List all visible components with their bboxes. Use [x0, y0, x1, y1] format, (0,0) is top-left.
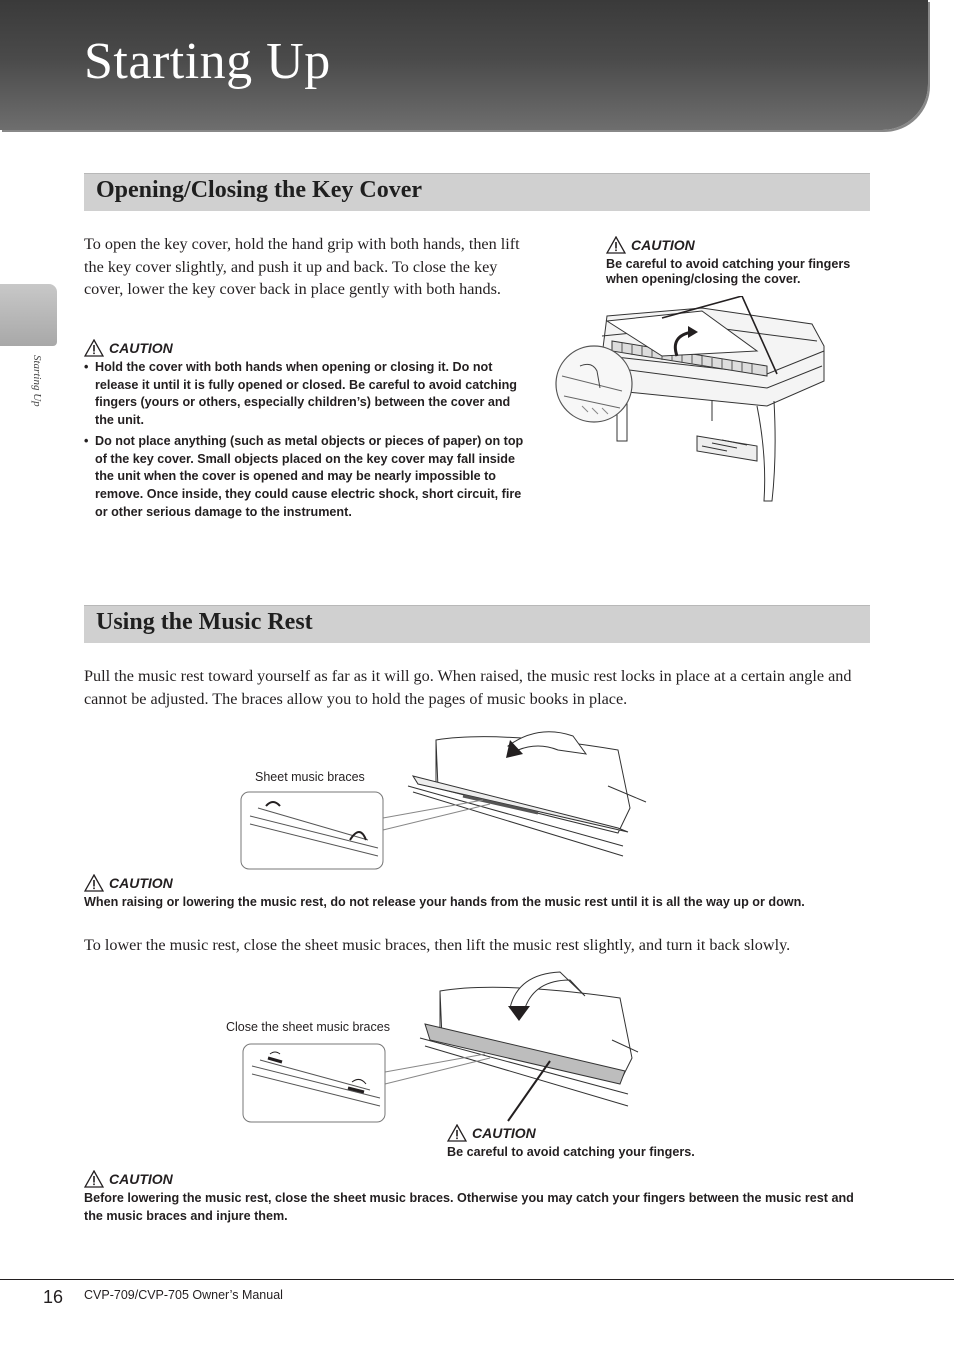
caution-item: • Hold the cover with both hands when opening or closing it. Do not release it until it is fully opened or closed. Be careful to avoid catching fingers (yours or others, especially children’s) between the cover and the unit. — [84, 359, 530, 430]
figure-caution-text: Be careful to avoid catching your fingers. — [447, 1145, 695, 1159]
caution-text: Before lowering the music rest, close the sheet music braces. Otherwise you may catch your fingers between the music rest and the music braces and injure them. — [84, 1191, 854, 1223]
figure-caution-heading — [447, 1124, 536, 1142]
lower-music-rest-paragraph: To lower the music rest, close the sheet music braces, then lift the music rest slightly, and turn it back slowly. — [84, 936, 791, 954]
caution-label: CAUTION — [109, 1171, 173, 1187]
key-cover-illustration — [552, 296, 832, 508]
warning-triangle-icon — [84, 1170, 104, 1188]
side-tab — [0, 284, 57, 346]
section-heading-text: Opening/Closing the Key Cover — [96, 177, 423, 203]
warning-triangle-icon — [84, 339, 104, 357]
manual-name: CVP-709/CVP-705 Owner’s Manual — [84, 1288, 283, 1302]
warning-triangle-icon — [84, 874, 104, 892]
side-tab-label: Starting Up — [31, 355, 43, 407]
footer-rule — [0, 1279, 954, 1280]
caution-heading — [84, 874, 173, 892]
close-braces-callout: Close the sheet music braces — [226, 1020, 390, 1034]
section-heading-music-rest — [84, 605, 870, 643]
figure-caution-heading — [606, 236, 695, 254]
page-title: Starting Up — [84, 33, 331, 90]
caution-list — [84, 359, 530, 524]
figure-caution-text: Be careful to avoid catching your fingers when opening/closing the cover. — [606, 257, 851, 286]
caution-heading — [84, 339, 173, 357]
caution-text: When raising or lowering the music rest, do not release your hands from the music rest until it is all the way up or down. — [84, 895, 805, 909]
caution-item: • Do not place anything (such as metal objects or pieces of paper) on top of the key cover. Small objects placed on the key cover may fall inside the unit when the cover is opened and may be nearly impossible to remove. Once inside, they could cause electric shock, short circuit, fire or other serious damage to the instrument. — [84, 433, 530, 522]
sheet-music-braces-callout: Sheet music braces — [255, 770, 365, 784]
music-rest-illustration — [238, 728, 650, 872]
section-heading-key-cover — [84, 173, 870, 211]
caution-heading — [84, 1170, 173, 1188]
caution-label: CAUTION — [109, 340, 173, 356]
page-number: 16 — [43, 1287, 64, 1307]
key-cover-paragraph: To open the key cover, hold the hand grip with both hands, then lift the key cover slightly, and push it up and back. To close the key cover, lower the key cover back in place gently with both hands. — [84, 235, 520, 298]
lower-music-rest-illustration — [240, 966, 640, 1126]
caution-label: CAUTION — [109, 875, 173, 891]
warning-triangle-icon — [606, 236, 626, 254]
section-heading-text: Using the Music Rest — [96, 609, 313, 635]
caution-label: CAUTION — [472, 1125, 536, 1141]
caution-label: CAUTION — [631, 237, 695, 253]
music-rest-paragraph: Pull the music rest toward yourself as far as it will go. When raised, the music rest locks in place at a certain angle and cannot be adjusted. The braces allow you to hold the pages of music books in place. — [84, 667, 852, 708]
warning-triangle-icon — [447, 1124, 467, 1142]
